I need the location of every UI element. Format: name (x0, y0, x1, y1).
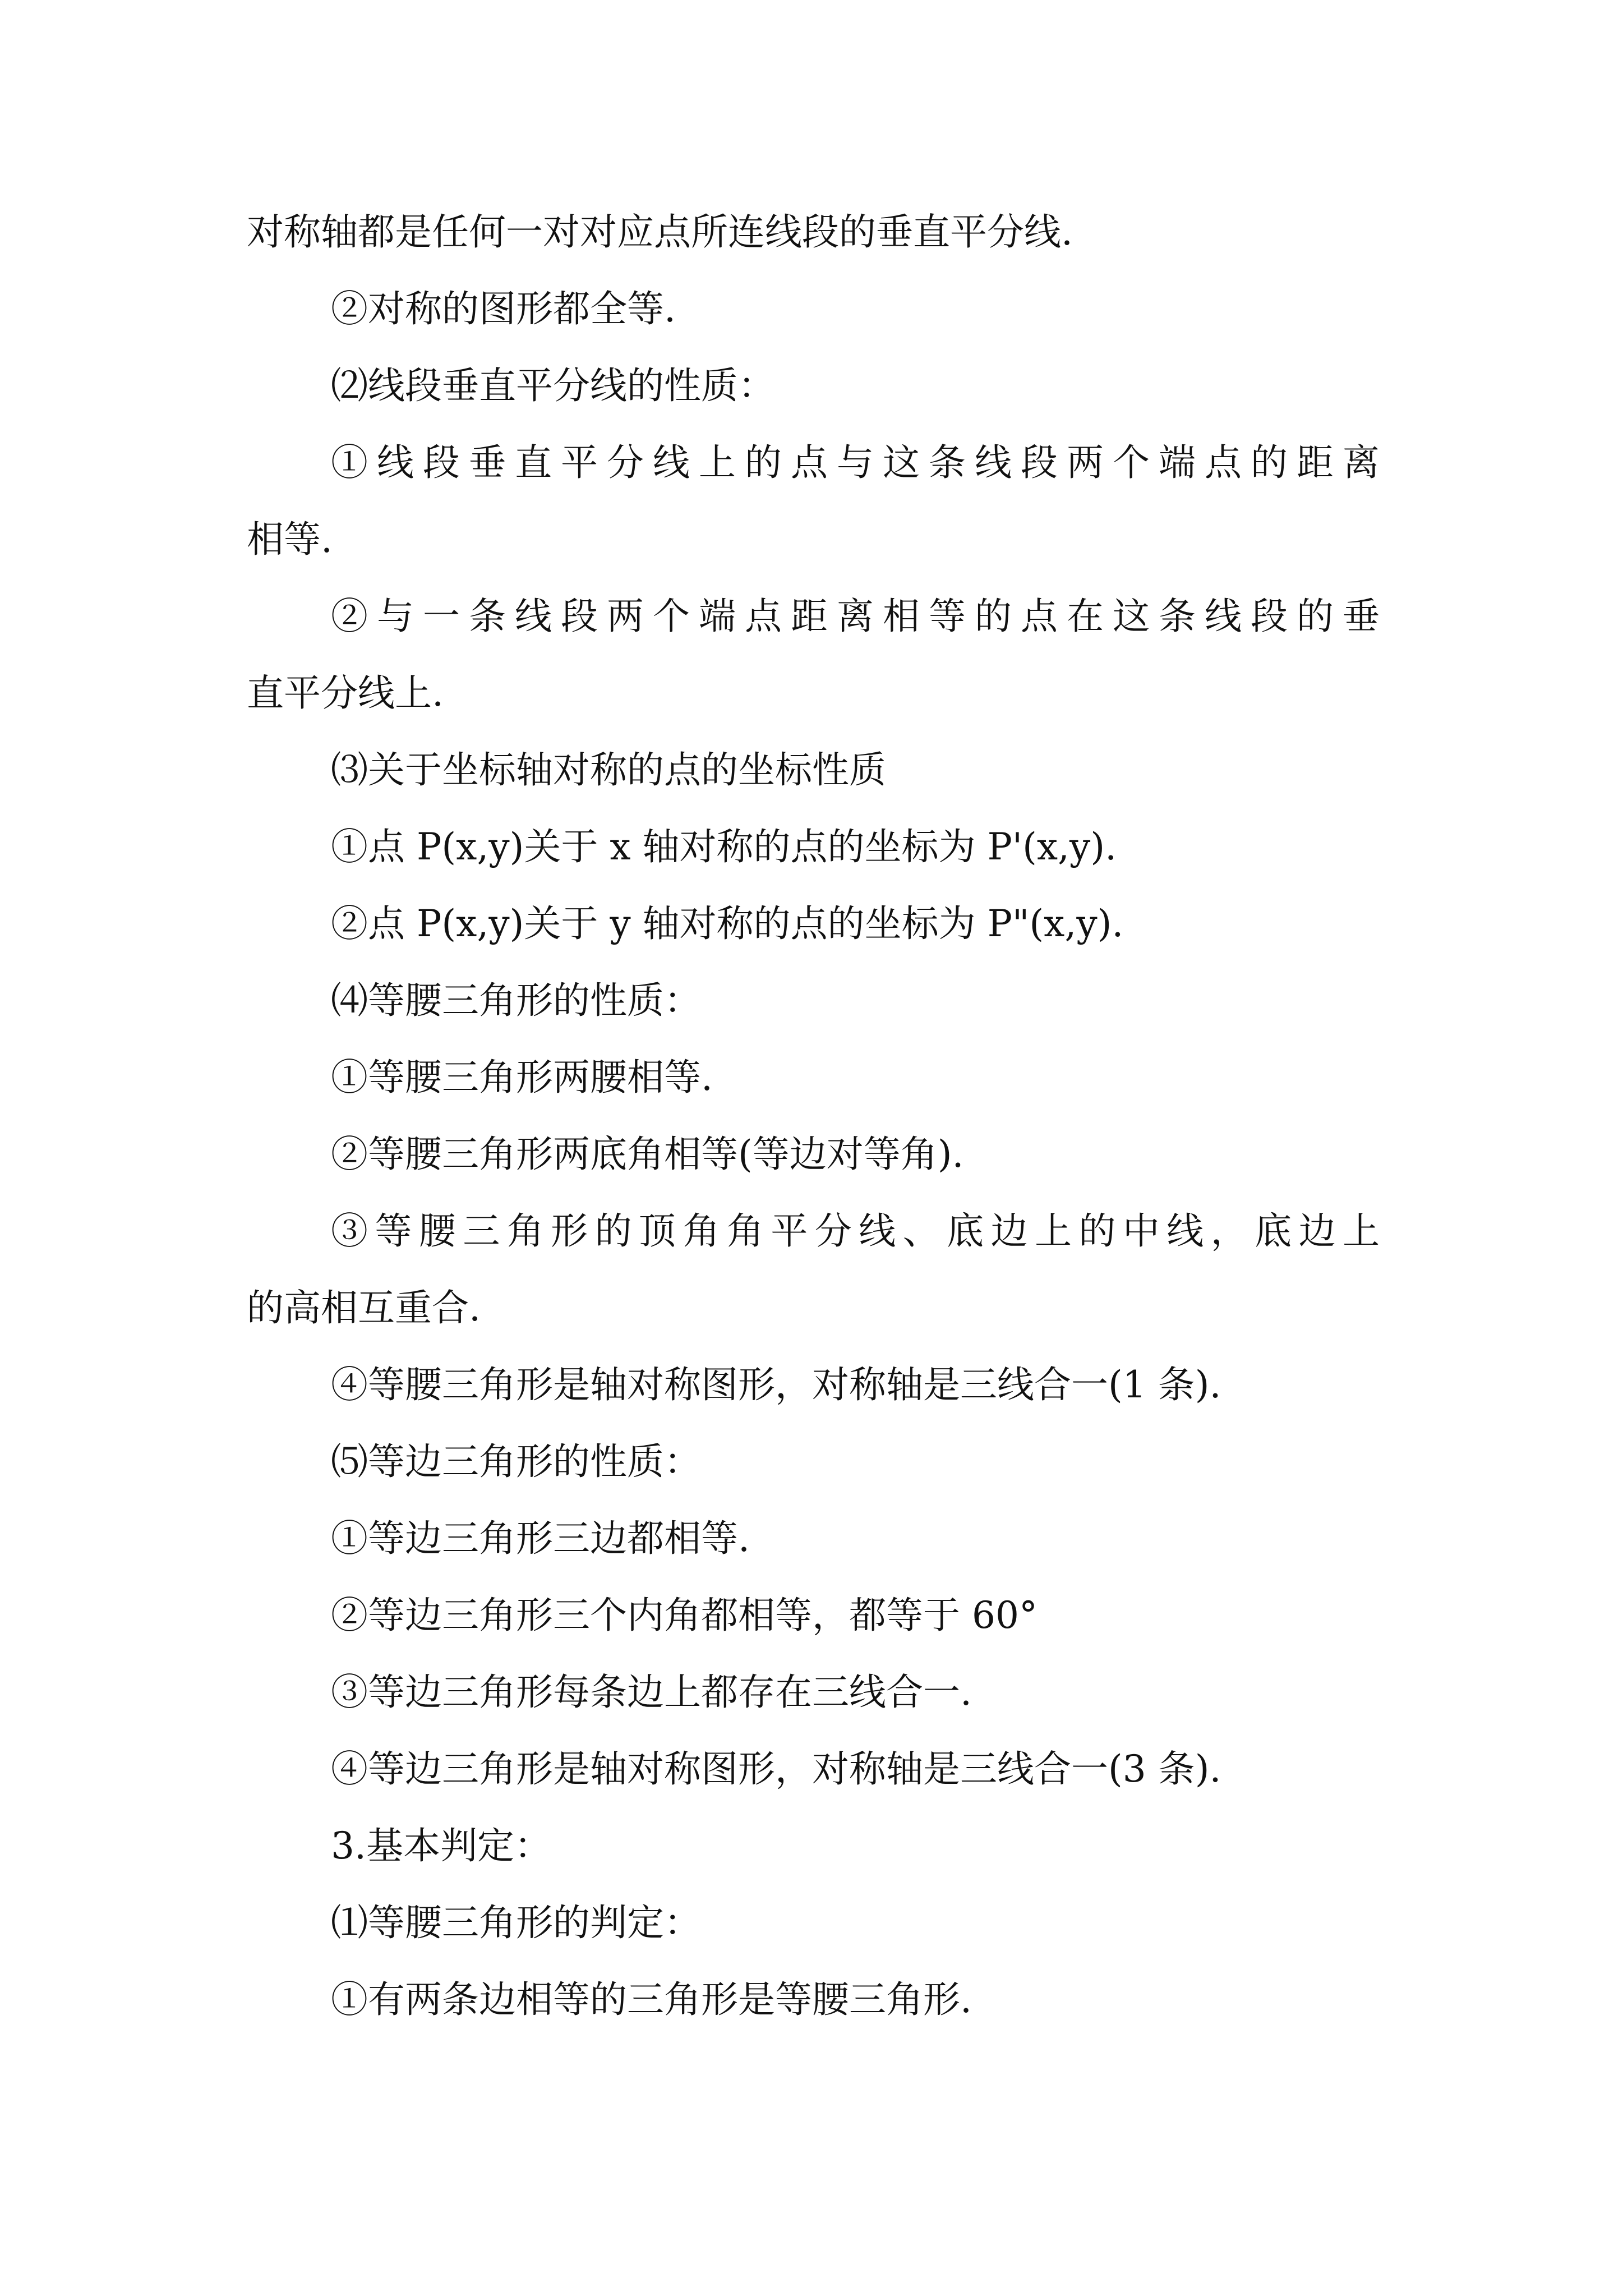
text-line: ①点 P(x,y)关于 x 轴对称的点的坐标为 P'(x,y). (331, 825, 1117, 868)
text-line: ⑸等边三角形的性质： (331, 1440, 701, 1483)
text-line: 对称轴都是任何一对对应点所连线段的垂直平分线. (247, 210, 1073, 254)
text-line: 相等. (247, 518, 333, 561)
text-line: ⑶关于坐标轴对称的点的坐标性质 (331, 748, 886, 792)
text-line: ⑷等腰三角形的性质： (331, 979, 701, 1022)
text-line: ②等边三角形三个内角都相等，都等于 60° (331, 1594, 1038, 1637)
text-line: ①等边三角形三边都相等. (331, 1517, 750, 1560)
text-line: ②点 P(x,y)关于 y 轴对称的点的坐标为 P"(x,y). (331, 902, 1124, 945)
text-line: 直平分线上. (247, 671, 444, 715)
text-line: ②对称的图形都全等. (331, 287, 676, 330)
text-line: ①等腰三角形两腰相等. (331, 1056, 713, 1099)
text-line: 3.基本判定： (331, 1824, 551, 1867)
text-line: ③等边三角形每条边上都存在三线合一. (331, 1671, 972, 1714)
text-line: ①有两条边相等的三角形是等腰三角形. (331, 1978, 972, 2021)
text-line: ②等腰三角形两底角相等(等边对等角). (331, 1133, 964, 1176)
text-line: ③等腰三角形的顶角角平分线、底边上的中线，底边上 (331, 1209, 1380, 1253)
text-line: ①线段垂直平分线上的点与这条线段两个端点的距离 (331, 441, 1380, 484)
text-line: ④等腰三角形是轴对称图形，对称轴是三线合一(1 条). (331, 1363, 1221, 1406)
text-line: ④等边三角形是轴对称图形，对称轴是三线合一(3 条). (331, 1747, 1221, 1791)
text-line: 的高相互重合. (247, 1286, 481, 1329)
text-line: ②与一条线段两个端点距离相等的点在这条线段的垂 (331, 595, 1380, 638)
text-line: ⑴等腰三角形的判定： (331, 1901, 701, 1944)
text-line: ⑵线段垂直平分线的性质： (331, 364, 775, 407)
